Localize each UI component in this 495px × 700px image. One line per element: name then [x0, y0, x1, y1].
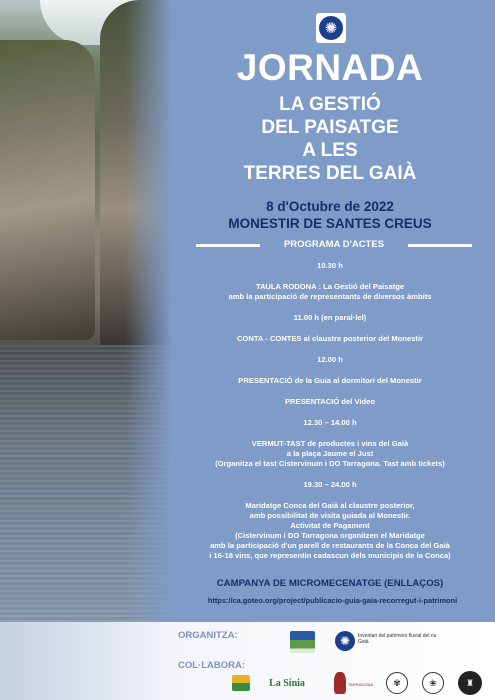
conca-gaia-logo-icon [290, 631, 315, 653]
do-tarragona-text: TARRAGONA [348, 682, 374, 687]
seal-logo-icon: ✾ [386, 672, 408, 694]
subtitle [200, 93, 460, 185]
do-tarragona-logo-icon [334, 672, 346, 694]
sponsors-footer [0, 622, 495, 700]
organitza-label: ORGANITZA: [178, 630, 238, 641]
inventari-small-logo-icon: ✺ [335, 631, 355, 651]
event-date-place [190, 198, 470, 232]
program-item: PRESENTACIÓ del Video [284, 397, 376, 406]
program-item: (Cistervinum i DO Tarragona organitzen el Maridatge [235, 531, 425, 540]
col-labora-label: COL·LABORA: [178, 660, 246, 671]
program-heading: PROGRAMA D'ACTES [283, 239, 385, 250]
program-item: CONTA - CONTES al claustre posterior del Monestir [236, 334, 424, 343]
program-item: TAULA RODONA : La Gestió del Paisatge [255, 282, 405, 291]
subtitle-line: TERRES DEL GAIÀ [243, 163, 417, 184]
round-logo-icon: ❀ [422, 672, 444, 694]
inventari-logo-icon: ✺ [316, 13, 346, 43]
campaign-link[interactable]: https://ca.goteo.org/project/publicacio-guia-gaia-recorregut-i-patrimoni [207, 596, 458, 605]
time-slot: 12.30 – 14.00 h [303, 418, 357, 427]
program-item: amb la participació de representants de diversos àmbits [228, 292, 432, 301]
divider-left [196, 244, 260, 247]
la-sinia-logo: La Sínia [269, 677, 305, 689]
program-item: i 16-18 vins, que representin cadascun dels municipis de la Conca) [209, 551, 451, 560]
program-item: a la plaça Jaume el Just [286, 449, 374, 458]
time-slot: 10.30 h [317, 261, 343, 270]
event-place: MONESTIR DE SANTES CREUS [228, 216, 432, 231]
time-slot: 11.00 h (en paral·lel) [293, 313, 367, 322]
program-item: Activitat de Pagament [290, 521, 370, 530]
subtitle-line: DEL PAISATGE [261, 117, 399, 138]
event-date: 8 d'Octubre de 2022 [266, 199, 394, 214]
program-item: amb la participació d'un parell de restaurants de la Conca del Gaià [210, 541, 450, 550]
time-slot: 12.00 h [317, 355, 343, 364]
page-title: JORNADA [236, 47, 424, 88]
program-list [180, 261, 480, 561]
campaign-title: CAMPANYA DE MICROMECENATGE (ENLLAÇOS) [216, 578, 444, 589]
program-item: amb possibilitat de visita guiada al Monestir. [249, 511, 411, 520]
program-item: PRESENTACIÓ de la Guia al dormitori del Monestir [238, 376, 422, 385]
program-item: (Organitza el tast Cistervinum i DO Tarragona. Tast amb tickets) [215, 459, 445, 468]
divider-right [408, 244, 472, 247]
program-item: VERMUT-TAST de productes i vins del Gaià [251, 439, 409, 448]
cistervinum-logo-icon: ♜ [458, 671, 482, 695]
inventari-text: Inventari del patrimoni fluvial del riu Gaià [358, 633, 437, 645]
program-item: Maridatge Conca del Gaià al claustre posterior, [245, 501, 415, 510]
subtitle-line: A LES [302, 140, 358, 161]
sponsor-logo-icon [232, 675, 250, 691]
subtitle-line: LA GESTIÓ [279, 94, 381, 115]
time-slot: 19.30 – 24.00 h [303, 480, 357, 489]
